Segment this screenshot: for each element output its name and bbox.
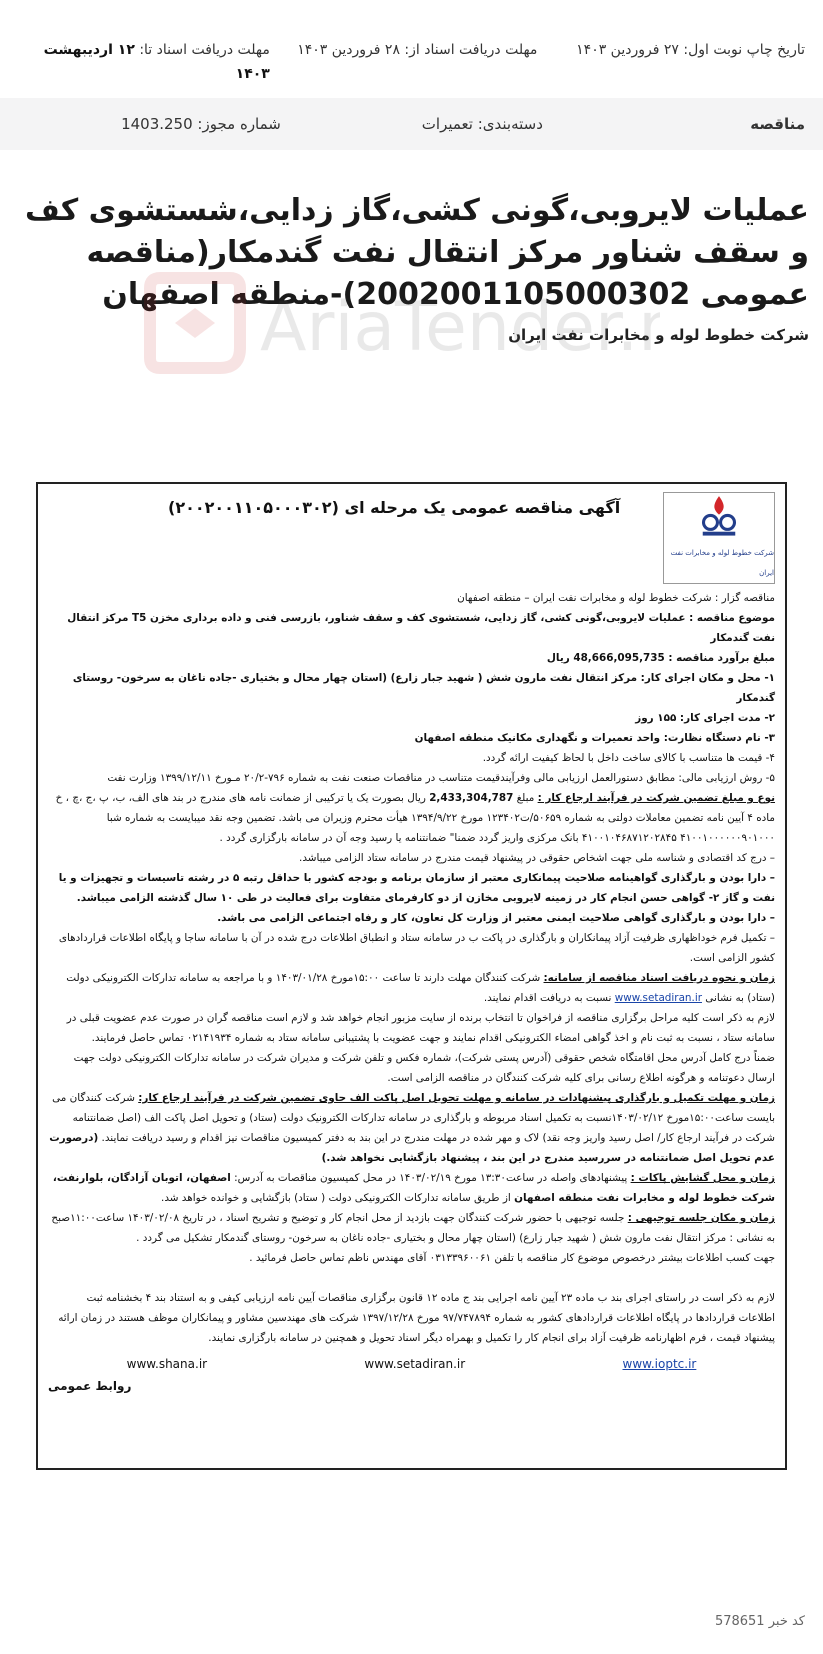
info-bar [0,98,823,150]
permit-label: شماره مجوز: [197,115,281,133]
final-note: لازم به ذکر است در راستای اجرای بند ب ماده ۲۳ آیین نامه اجرایی بند ج ماده ۱۲ قانون برگزاری مناقصات آیین نامه ارزیابی کیفی و به استناد بند ۴ بخشنامه ثبت اطلاعات قراردادها در پایگاه اطلاعات قراردادهای کشور به شماره ۹۷/۷۴۷۸۹۴ مورخ ۱۳۹۷/۱۲/۲۸ شرکت های مهندسین مشاور و پیمانکاران موظف هستند در زمان ارائه پیشنهاد قیمت ، فرم اظهارنامه ظرفیت آزاد برای انجام کار را تکمیل و بهمراه دیگر اسناد تحویل و همچنین در سامانه بارگزاری نمایند. [58,1292,775,1344]
tender-estimate [48,648,775,668]
notice-header [48,492,775,588]
shana-link[interactable]: www.shana.ir [126,1357,208,1371]
title-block [0,150,823,442]
briefing-paragraph [48,1208,775,1248]
contact-note: جهت کسب اطلاعات بیشتر درخصوص موضوع کار مناقصه با تلفن ۰۳۱۳۳۹۶۰۰۶۱ آقای مهندس ناظم تماس حاصل فرمائید . [249,1252,775,1264]
tender-notice [36,482,787,1470]
submission-text: شرکت کنندگان می بایست ساعت۱۵:۰۰مورخ ۱۴۰۳/۰۲/۱۲نسبت به تکمیل اسناد مربوطه و بارگذاری در سامانه تدارکات الکترونیک دولت (ستاد) و تحویل اصل پاکت الف (اصل ضمانتنامه شرکت در فرآیند ارجاع کار/ اصل رسید واریز وجه نقد) لاک و مهر شده در مهلت مندرج در این بند به دفتر کمیسیون مناقصات نیز اقدام و رسید دریافت نمایند. [52,1092,775,1144]
req-economic-code: – درج کد اقتصادی و شناسه ملی جهت اشخاص حقوقی در پیشنهاد قیمت مندرج در سامانه ستاد الزامی میباشد. [299,852,775,864]
guarantee-paragraph [48,788,775,848]
receive-from-date [286,38,538,98]
item-duration: ۲- مدت اجرای کار: ۱۵۵ روز [635,712,775,724]
estimate-label: مبلغ برآورد مناقصه : [668,652,775,664]
receive-to-label: مهلت دریافت اسناد تا: [139,42,270,58]
public-relations: روابط عمومی [48,1379,132,1393]
guarantee-label: نوع و مبلغ تضمین شرکت در فرآیند ارجاع کار : [537,792,775,804]
logo-caption: شرکت خطوط لوله و مخابرات نفت ایران [670,549,774,577]
docs-receive-text-end: نسبت به دریافت اقدام نمایند. [483,992,612,1004]
print-date-value: ۲۷ فروردین ۱۴۰۳ [576,42,679,58]
guarantee-amount: 2,433,304,787 [429,792,514,804]
company-logo [663,492,775,584]
docs-receive-text: شرکت کنندگان مهلت دارند تا ساعت ۱۵:۰۰مورخ ۱۴۰۳/۰۱/۲۸ و با مراجعه به سامانه تدارکات الکترونیکی دولت (ستاد) به نشانی [66,972,775,1004]
website-links [48,1354,775,1374]
opening-label: زمان و محل گشایش پاکات : [630,1172,775,1184]
submission-label: زمان و مهلت تکمیل و بارگذاری پیشنهادات در سامانه و مهلت تحویل اصل پاکت الف حاوی تضمین شرکت در فرآیند ارجاع کار: [138,1092,775,1104]
estimate-value: 48,666,095,735 [573,652,665,664]
receive-from-value: ۲۸ فروردین ۱۴۰۳ [297,42,400,58]
opening-text: پیشنهادهای واصله در ساعت۱۳:۳۰ مورخ ۱۴۰۳/۰۲/۱۹ در محل کمیسیون مناقصات به آدرس: [234,1172,628,1184]
req-capacity-form: – تکمیل فرم خوداظهاری ظرفیت آزاد پیمانکاران و بارگذاری در پاکت ب در سامانه ستاد و انطباق اطلاعات درج شده در آن با سامانه ساجا و پایگاه اطلاعات قراردادهای کشور الزامی است. [58,932,775,964]
docs-receive-paragraph [48,968,775,1008]
print-date [553,38,805,98]
ioptc-link[interactable]: www.ioptc.ir [622,1357,697,1371]
permit-number [19,115,281,133]
watermark-text: AriaTender.n [260,288,660,367]
opening-text-end: از طریق سامانه تدارکات الکترونیکی دولت ( ستاد) بازگشایی و خوانده خواهد شد. [161,1192,511,1204]
guarantee-details: ریال بصورت یک یا ترکیبی از ضمانت نامه های مندرج در بند های الف، ب، پ ،ج ،چ ، خ ماده ۴ آیین نامه تضمین معاملات دولتی به شماره ۵۰۶۵۹/ت۱۲۳۴۰۲ مورخ ۱۳۹۴/۹/۲۲ هیأت محترم وزیران می باشد. تضمین وجه نقد میبایست به شماره شبا ۴۱۰۰۱۰۰۰۰۰۰۹۰۱۰۰۰ ۴۱۰۰۱۰۴۶۸۷۱۲۰۲۸۴۵ بانک مرکزی واریز گردد ضمنا" ضمانتنامه یا رسید وجه آن در سامانه بارگزاری گردد . [55,792,775,844]
req-safety: – دارا بودن و بارگذاری گواهی صلاحیت ایمنی معتبر از وزارت کل تعاون، کار و رفاه اجتماعی الزامی می باشد. [217,912,775,924]
setadiran-link[interactable]: www.setadiran.ir [614,992,702,1004]
submission-paragraph [48,1088,775,1168]
tender-subject: موضوع مناقصه : عملیات لایروبی،گونی کشی، گاز زدایی، شستشوی کف و سقف شناور، بازرسی فنی و داده برداری مخزن T5 مرکز انتقال نفت گندمکار [67,612,775,644]
setadiran-footer-link[interactable]: www.setadiran.ir [364,1357,466,1371]
item-supervisor: ۳- نام دستگاه نظارت: واحد تعمیرات و نگهداری مکانیک منطقه اصفهان [414,732,775,744]
briefing-text: جلسه توجیهی با حضور شرکت کنندگان جهت بازدید از محل انجام کار و توضیح و تشریح اسناد ، در تاریخ ۱۴۰۳/۰۲/۰۸ ساعت۱۱:۰۰صبح به نشانی : مرکز انتقال نفت مارون شش ( شهید جبار زارع) (استان چهار محال و بختیاری -جاده ناغان به سرخون- روستای گندمکار تشکیل می گردد . [51,1212,775,1244]
company-name: شرکت خطوط لوله و مخابرات نفت ایران [508,326,809,344]
tender-type: مناقصه [750,115,805,133]
tender-category: دسته‌بندی: تعمیرات [421,115,543,133]
notice-heading: آگهی مناقصه عمومی یک مرحله ای (۲۰۰۲۰۰۱۱۰۵۰۰۰۳۰۲) [168,498,621,517]
estimate-unit: ریال [546,652,570,664]
print-date-label: تاریخ چاپ نوبت اول: [683,42,805,58]
news-id-value: 578651 [714,1614,765,1629]
guarantee-amount-prefix: مبلغ [516,792,535,804]
page-title: عملیات لایروبی،گونی کشی،گاز زدایی،شستشوی کف و سقف شناور مرکز انتقال نفت گندمکار(مناقصه عمومی 2002001105000302)-منطقه اصفهان [24,193,809,312]
req-certificate: – دارا بودن و بارگذاری گواهینامه صلاحیت پیمانکاری معتبر از سازمان برنامه و بودجه کشور با حداقل رتبه ۵ در رشته تاسیسات و تجهیزات و یا نفت و گاز ۲- گواهی حسن انجام کار در زمینه لایروبی مخازن از دو کارفرمای متفاوت برای فعالیت در طی ۱۰ سال گذشته الزامی میباشد. [58,872,775,904]
briefing-label: زمان و مکان جلسه توجیهی : [627,1212,775,1224]
opening-paragraph [48,1168,775,1208]
news-id-label: کد خبر [768,1614,805,1629]
tender-issuer: مناقصه گزار : شرکت خطوط لوله و مخابرات نفت ایران – منطقه اصفهان [457,592,775,604]
submission-warning: (درصورت عدم تحویل اصل ضمانتنامه در سررسید مندرج در این بند ، پیشنهاد بازگشایی نخواهد شد.) [49,1132,775,1164]
item-location: ۱- محل و مکان اجرای کار: مرکز انتقال نفت مارون شش ( شهید جبار زارع) (استان چهار محال و بختیاری -جاده ناغان به سرخون- روستای گندمکار [72,672,775,704]
permit-value: 1403.250 [121,115,193,133]
address-note: ضمناً درج کامل آدرس محل اقامتگاه شخص حقوقی (آدرس پستی شرکت)، شماره فکس و تلفن شرکت و مدیران شرکت در سامانه تدارکات الکترونیکی دولت جهت ارسال دعوتنامه و هرگونه اطلاع رسانی برای کلیه شرکت کنندگان در مناقصه الزامی است. [73,1052,775,1084]
item-evaluation: ۵- روش ارزیابی مالی: مطابق دستورالعمل ارزیابی مالی وفرآیندقیمت متناسب در مناقصات صنعت نفت به شماره ۷۹۶-۲۰/۲ مـورخ ۱۳۹۹/۱۲/۱۱ وزارت نفت [107,772,775,784]
docs-receive-label: زمان و نحوه دریافت اسناد مناقصه از سامانه: [543,972,775,984]
news-id [18,1614,805,1629]
dates-row [0,0,823,98]
opening-address: اصفهان، اتوبان آزادگان، بلوارنفت، شرکت خطوط لوله و مخابرات نفت منطقه اصفهان [52,1172,775,1204]
nioc-logo-icon [688,493,750,541]
item-prices: ۴- قیمت ها متناسب با کالای ساخت داخل با لحاظ کیفیت ارائه گردد. [482,752,775,764]
receive-to-value: ۱۲ اردیبهشت ۱۴۰۳ [43,42,270,82]
receive-from-label: مهلت دریافت اسناد از: [404,42,538,58]
registration-note: لازم به ذکر است کلیه مراحل برگزاری مناقصه از فراخوان تا انتخاب برنده از سایت مزبور انجام خواهد شد و لازم است مناقصه گران در صورت عدم عضویت قبلی در سامانه ستاد ، نسبت به ثبت نام و اخذ گواهی امضاء الکترونیکی اقدام نمایند و جهت عضویت با پشتیبانی سامانه ستاد به شماره ۰۲۱۴۱۹۳۴ تماس حاصل فرمایند. [66,1012,775,1044]
receive-to-date [18,38,270,98]
